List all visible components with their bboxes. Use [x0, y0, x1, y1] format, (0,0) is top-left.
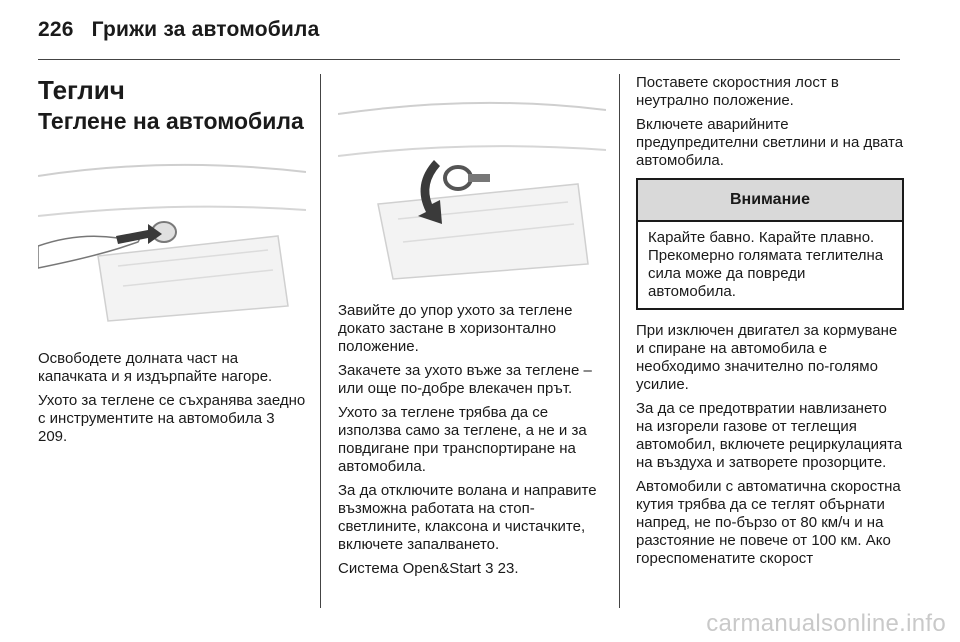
- column-divider-2: [619, 74, 620, 608]
- watermark: carmanualsonline.info: [706, 610, 946, 637]
- paragraph: Система Open&Start 3 23.: [338, 560, 519, 577]
- column-2: [338, 74, 606, 584]
- paragraph: Поставете скоростния лост в неутрално положение.: [636, 74, 839, 109]
- paragraph: Освободете долната част на капачката и я издърпайте нагоре.: [38, 350, 273, 385]
- paragraph: Ухото за теглене се съхранява заедно с инструментите на автомобила 3 209.: [38, 392, 306, 445]
- warning-title: Внимание: [638, 180, 902, 222]
- illustration-screw-tow-eye: [338, 74, 606, 292]
- chapter-title: Грижи за автомобила: [91, 18, 320, 41]
- paragraph: Включете аварийните предупредителни светлини и на двата автомобила.: [636, 116, 904, 169]
- header-rule: [38, 59, 900, 60]
- paragraph: При изключен двигател за кормуване и спиране на автомобила е необходимо значително по-голямо усилие.: [636, 322, 898, 393]
- paragraph: За да се предотвратии навлизането на изгорели газове от теглещия автомобил, включете рециркулацията на въздуха и затворете прозорците.: [636, 400, 903, 471]
- paragraph: Автомобили с автоматична скоростна кутия трябва да се теглят обърнати напред, не по-бързо от 80 км/ч и на разстояние не повече от 100 км. Ако гореспоменатите скорост: [636, 478, 901, 567]
- column-divider-1: [320, 74, 321, 608]
- paragraph: Завийте до упор ухото за теглене докато застане в хоризонтално положение.: [338, 302, 573, 355]
- warning-text: Карайте бавно. Карайте плавно. Прекомерно голямата теглителна сила може да повреди автомобила.: [648, 229, 884, 300]
- column-3: [636, 74, 904, 574]
- page-header: [38, 18, 319, 42]
- warning-body: [638, 222, 902, 308]
- warning-box: [636, 178, 904, 310]
- section-subtitle: Теглене на автомобила: [38, 108, 304, 134]
- paragraph: За да отключите волана и направите възможна работата на стоп-светлините, клаксона и чистачките, включете запалването.: [338, 482, 597, 553]
- section-title: Теглич: [38, 75, 125, 105]
- illustration-remove-cover: [38, 146, 306, 336]
- paragraph: Закачете за ухото въже за теглене – или още по-добре влекачен прът.: [338, 362, 592, 397]
- page-number: 226: [38, 18, 74, 41]
- column-1: [38, 74, 306, 452]
- paragraph: Ухото за теглене трябва да се използва само за теглене, а не и за повдигане при транспортиране на автомобила.: [338, 404, 587, 475]
